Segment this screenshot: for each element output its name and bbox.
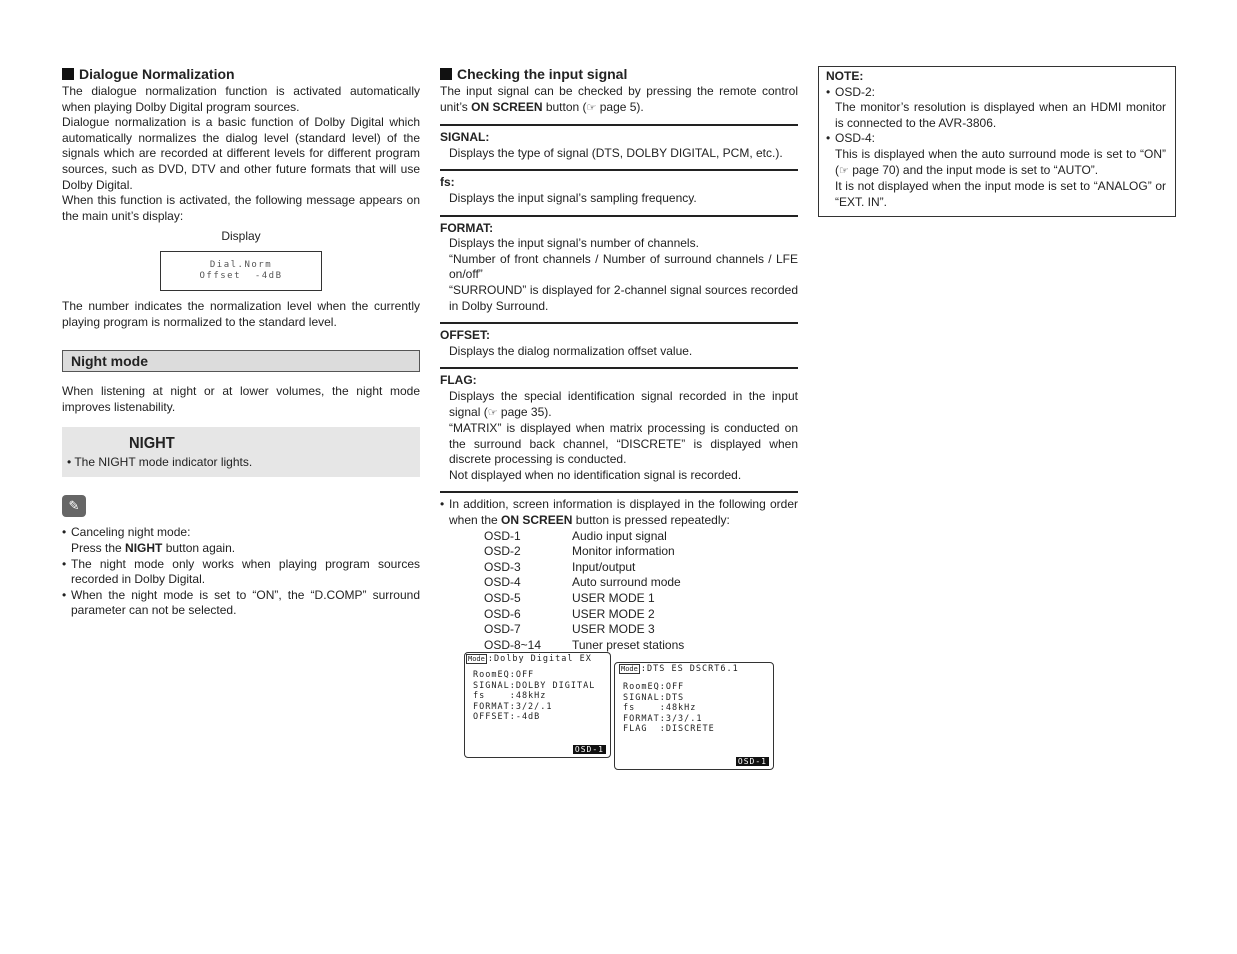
night-button-note: • The NIGHT mode indicator lights. (67, 455, 253, 470)
signal-text: Displays the type of signal (DTS, DOLBY DIGITAL, PCM, etc.). (449, 145, 783, 160)
night-mode-heading: Night mode (62, 350, 420, 372)
display-caption: Display (221, 229, 261, 244)
paragraph: When listening at night or at lower volumes, the night mode improves listenability. (62, 384, 420, 414)
night-button-label: NIGHT (129, 435, 175, 453)
osd-tag: OSD-1 (574, 745, 604, 754)
divider (440, 124, 798, 126)
list-item: • Canceling night mode: Press the NIGHT button again. (62, 525, 420, 556)
hand-pointer-icon: ☞ (839, 164, 849, 177)
divider (440, 322, 798, 324)
note-box (818, 66, 1176, 217)
divider (440, 169, 798, 171)
offset-text: Displays the dialog normalization offset value. (449, 343, 693, 358)
square-bullet-icon (62, 68, 74, 80)
osd-row: OSD-8~14 Tuner preset stations (484, 637, 685, 652)
flag-text: Not displayed when no identification signal is recorded. (449, 467, 742, 482)
divider (440, 367, 798, 369)
paragraph: The input signal can be checked by pressing the remote control unit’s ON SCREEN button (☞ page 5). (440, 84, 798, 114)
osd-screen-dts: Mode :DTS ES DSCRT6.1 RoomEQ:OFF SIGNAL:DTS fs :48kHz FORMAT:3/3/.1 FLAG :DISCRETE OSD-1 (614, 662, 774, 770)
night-notes (62, 525, 420, 619)
flag-text: “MATRIX” is displayed when matrix processing is conducted on the surround back channel, “DISCRETE” is displayed when discrete processing is conducted. (449, 421, 798, 467)
signal-label: SIGNAL: (440, 130, 490, 145)
display-line: Offset -4dB (199, 270, 283, 281)
right-column (818, 66, 1176, 217)
paragraph: The dialogue normalization function is activated automatically when playing Dolby Digital program sources. (62, 84, 420, 114)
list-item: • When the night mode is set to “ON”, the “D.COMP” surround parameter can not be selected. (62, 588, 420, 619)
left-column (62, 66, 420, 619)
osd-row: OSD-4 Auto surround mode (484, 575, 681, 590)
osd2-text: The monitor’s resolution is displayed when an HDMI monitor is connected to the AVR-3806. (835, 100, 1166, 130)
divider (440, 215, 798, 217)
flag-label: FLAG: (440, 373, 477, 388)
osd-row: OSD-2 Monitor information (484, 544, 675, 559)
osd-row: OSD-1 Audio input signal (484, 528, 667, 543)
display-line: Dial.Norm (209, 259, 273, 270)
addition-list (440, 497, 798, 528)
fs-text: Displays the input signal’s sampling frequency. (449, 190, 697, 205)
list-item: • In addition, screen information is displayed in the following order when the ON SCREEN button is pressed repeatedly: (440, 497, 798, 528)
night-button-box (62, 427, 420, 477)
format-label: FORMAT: (440, 220, 494, 235)
note-label: NOTE: (826, 69, 864, 83)
paragraph: Dialogue normalization is a basic function of Dolby Digital which automatically normalizes the dialog level (standard level) of the signals which are recorded at different levels for different program sources, such as DVD, DTV and other future formats that will use Dolby Digital. (62, 115, 420, 192)
osd4-text: It is not displayed when the input mode is set to “ANALOG” or “EXT. IN”. (835, 179, 1166, 209)
list-item: • The night mode only works when playing program sources recorded in Dolby Digital. (62, 557, 420, 588)
pencil-icon: ✎ (62, 495, 86, 517)
osd-tag: OSD-1 (737, 757, 767, 766)
osd-row: OSD-6 USER MODE 2 (484, 606, 655, 621)
paragraph: When this function is activated, the following message appears on the main unit’s display: (62, 193, 420, 223)
osd-table (484, 529, 798, 654)
hand-pointer-icon: ☞ (586, 101, 597, 114)
hand-pointer-icon: ☞ (487, 406, 498, 419)
fs-label: fs: (440, 175, 455, 190)
osd4-text: This is displayed when the auto surround mode is set to “ON” (☞ page 70) and the input mode is set to “AUTO”. (835, 146, 1166, 177)
offset-label: OFFSET: (440, 328, 490, 343)
osd-screen-dolby: Mode :Dolby Digital EX RoomEQ:OFF SIGNAL:DOLBY DIGITAL fs :48kHz FORMAT:3/2/.1 OFFSET:-4dB OSD-1 (464, 652, 611, 758)
middle-column (440, 66, 798, 653)
divider (440, 491, 798, 493)
paragraph: The number indicates the normalization level when the currently playing program is normalized to the standard level. (62, 298, 420, 329)
list-item: • OSD-4: (826, 131, 1166, 147)
display-illustration (160, 251, 322, 291)
format-text: “SURROUND” is displayed for 2-channel signal sources recorded in Dolby Surround. (449, 282, 798, 313)
osd-row: OSD-3 Input/output (484, 559, 636, 574)
dialogue-normalization-heading: Dialogue Normalization (62, 66, 420, 82)
format-text: “Number of front channels / Number of surround channels / LFE on/off” (449, 251, 798, 282)
format-text: Displays the input signal’s number of channels. (449, 236, 699, 251)
list-item: • OSD-2: (826, 85, 1166, 101)
flag-text: Displays the special identification signal recorded in the input signal (☞ page 35). (449, 388, 798, 419)
osd-row: OSD-5 USER MODE 1 (484, 591, 655, 606)
square-bullet-icon (440, 68, 452, 80)
osd-row: OSD-7 USER MODE 3 (484, 622, 655, 637)
checking-input-heading: Checking the input signal (440, 66, 798, 82)
